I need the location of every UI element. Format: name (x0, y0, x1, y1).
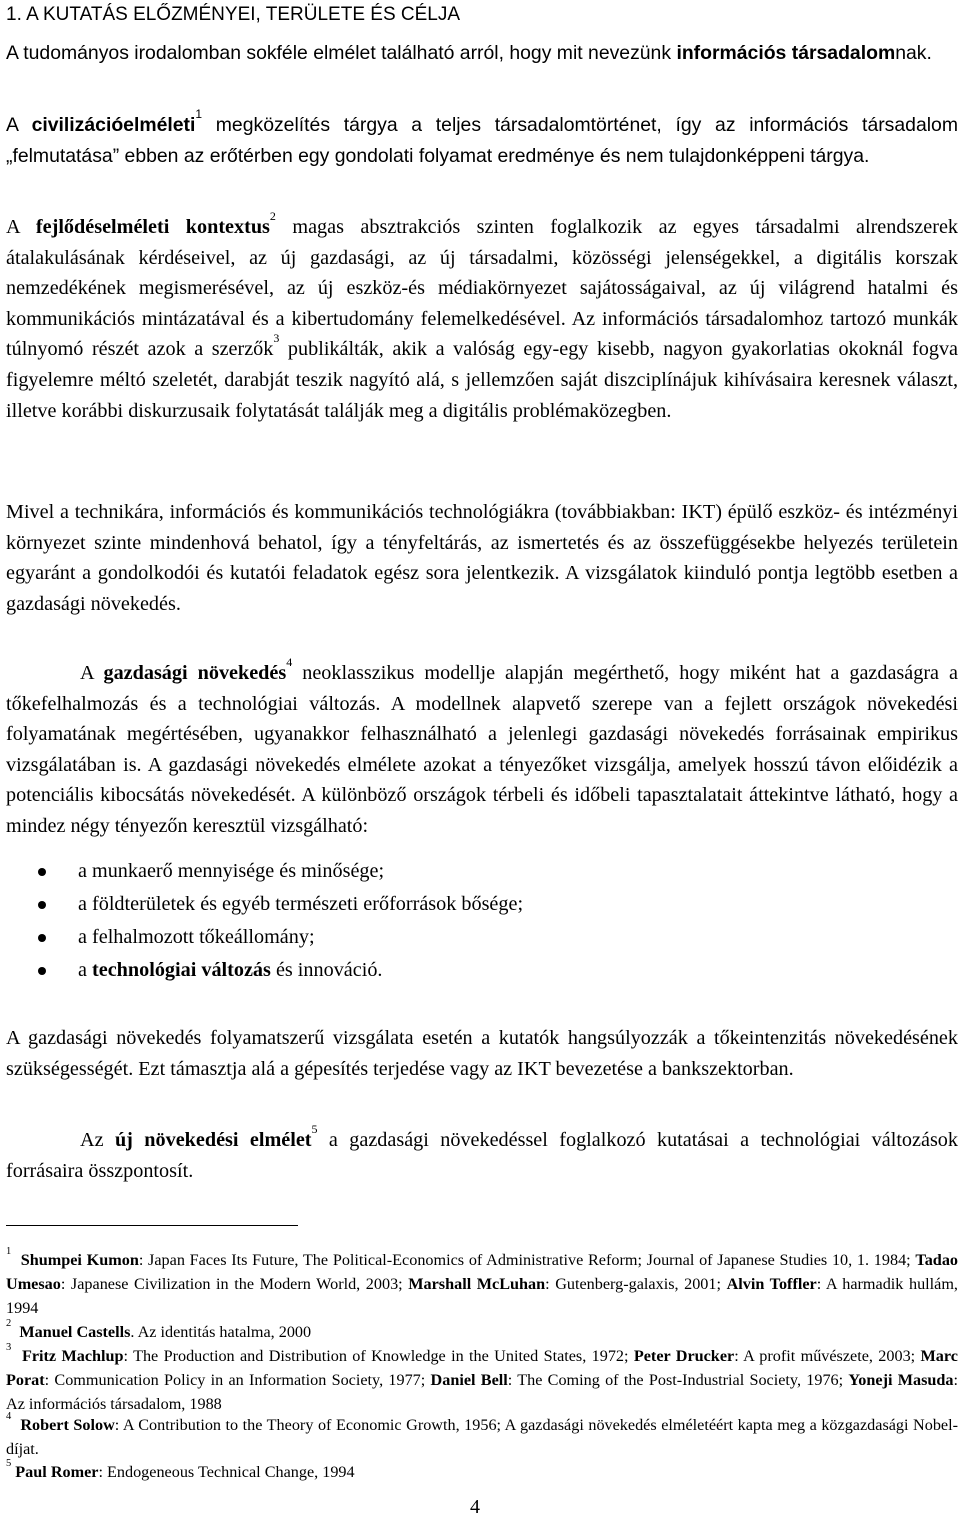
footnote-divider (6, 1225, 298, 1226)
footnote-2 (6, 1320, 958, 1344)
footnote-number: 4 (6, 1411, 12, 1422)
author-name: Alvin Toffler (726, 1275, 817, 1293)
list-item (6, 954, 523, 987)
text-run: neoklasszikus modellje alapján megérthető, hogy miként hat a gazdaságra a tőkefelhalmozás és a technológiai változás. A modellnek alapvető szerepe van a fejlett országok növekedési folyamatának megértésében, ugyanakkor felhasználható a jelenlegi gazdasági növekedés forrásainak empirikus vizsgálatában is. A gazdasági növekedés elmélete azokat a tényezőket vizsgálja, amelyek hosszú távon előidézik a potenciális kibocsátás növekedését. A különböző országok térbeli és időbeli tapasztalatait áttekintve látható, hogy a mindez négy tényezőn keresztül vizsgálható: (6, 662, 958, 837)
text-run: A tudományos irodalomban sokféle elmélet található arról, hogy mit nevezünk (6, 42, 677, 64)
bold-term: gazdasági növekedés (103, 662, 287, 684)
list-item-text: a földterületek és egyéb természeti erőforrások bősége; (78, 893, 524, 915)
text-run: a gazdasági növekedéssel foglalkozó kutatásai a technológiai változások forrásaira összpontosít. (6, 1129, 958, 1182)
author-name: Fritz Machlup (21, 1347, 124, 1365)
footnote-number: 2 (6, 1318, 12, 1329)
bold-term: új növekedési elmélet (114, 1129, 312, 1151)
paragraph-economic-growth (6, 655, 958, 842)
paragraph-intro (6, 38, 958, 69)
list-item (6, 888, 523, 921)
text-run: nak. (895, 42, 932, 64)
paragraph-capital-intensity: A gazdasági növekedés folyamatszerű vizsgálata esetén a kutatók hangsúlyozzák a tőkeintenzitás növekedésének szükségességét. Ezt támasztja alá a gépesítés terjedése vagy az IKT bevezetése a bankszektorban. (6, 1027, 958, 1080)
bold-term: fejlődéselméleti kontextus (35, 216, 270, 238)
footnote-ref: 1 (195, 107, 203, 121)
bullet-icon (38, 967, 46, 975)
author-name: Yoneji Masuda (848, 1371, 954, 1389)
author-name: Shumpei Kumon (20, 1251, 139, 1269)
footnote-text: : A profit művészete, 2003; (734, 1347, 921, 1365)
bold-term: technológiai változás (92, 959, 271, 981)
author-name: Peter Drucker (633, 1347, 735, 1365)
growth-factors-list (6, 855, 523, 987)
footnote-1 (6, 1248, 958, 1320)
footnote-ref: 4 (286, 655, 293, 669)
author-name: Marshall McLuhan (408, 1275, 546, 1293)
paragraph-development (6, 209, 958, 426)
footnote-text: : The Coming of the Post-Industrial Society, 1976; (507, 1371, 849, 1389)
footnote-text: : The Production and Distribution of Knowledge in the United States, 1972; (123, 1347, 634, 1365)
footnote-ref: 3 (273, 331, 280, 346)
bullet-icon (38, 868, 46, 876)
list-item-text: a felhalmozott tőkeállomány; (78, 926, 315, 948)
text-run: A (6, 216, 36, 238)
text-run: megközelítés tárgya a teljes társadalomtörténet, így az információs társadalom „felmutatása” ebben az erőtérben egy gondolati folyamat eredménye és nem tulajdonképpeni tárgya. (6, 114, 958, 167)
list-item (6, 921, 523, 954)
footnote-text: : Az információs társadalom, 1988 (6, 1371, 959, 1413)
author-name: Paul Romer (15, 1463, 99, 1481)
footnote-text: : Endogeneous Technical Change, 1994 (98, 1463, 355, 1481)
footnote-5 (6, 1460, 958, 1484)
text-run: publikálták, akik a valóság egy-egy kisebb, nagyon gyakorlatias okoknál fogva figyelemre méltó szeletét, darabját teszik nagyító alá, s jellemzően saját diszciplínájuk kihívásaira keresnek választ, illetve korábbi diskurzusaik folytatását találják meg a digitális problémaközegben. (6, 338, 958, 422)
text-run: Az (80, 1129, 115, 1151)
footnote-ref: 5 (311, 1122, 318, 1136)
footnote-text: : Communication Policy in an Information Society, 1977; (44, 1371, 431, 1389)
footnote-number: 1 (6, 1246, 12, 1257)
list-item-text: a munkaerő mennyisége és minősége; (78, 860, 385, 882)
bold-term: információs társadalom (676, 42, 896, 64)
page-number: 4 (470, 1496, 480, 1518)
paragraph-new-growth-theory (6, 1122, 958, 1186)
text-run: A (6, 114, 32, 136)
footnote-text: : A harmadik hullám, 1994 (6, 1275, 958, 1317)
author-name: Robert Solow (20, 1416, 115, 1434)
footnote-text: : Gutenberg-galaxis, 2001; (545, 1275, 727, 1293)
list-item-text: a (78, 959, 93, 981)
section-heading: 1. A KUTATÁS ELŐZMÉNYEI, TERÜLETE ÉS CÉLJA (6, 4, 461, 25)
footnote-text: : Japanese Civilization in the Modern World, 2003; (60, 1275, 409, 1293)
bold-term: civilizációelméleti (31, 114, 196, 136)
text-run: magas absztrakciós szinten foglalkozik az egyes társadalmi alrendszerek átalakulásának kérdéseivel, az új gazdasági, az új társadalmi, közösségi jelenségekkel, a digitális korszak nemzedékének megismerésével, az új eszköz-és médiakörnyezet sajátosságaival, az új világrend hatalmi és kommunikációs mintázatával és a kibertudomány felemelkedésével. Az információs társadalomhoz tartozó munkák túlnyomó részét azok a szerzők (6, 216, 958, 361)
list-item (6, 855, 523, 888)
footnote-text: . Az identitás hatalma, 2000 (130, 1323, 312, 1341)
author-name: Tadao Umesao (6, 1251, 959, 1293)
bullet-icon (38, 934, 46, 942)
footnote-ref: 2 (269, 209, 276, 223)
footnote-number: 5 (6, 1458, 12, 1469)
footnote-text: : Japan Faces Its Future, The Political-Economics of Administrative Reform; Journal of Japanese Studies 10, 1. 1984; (138, 1251, 916, 1269)
paragraph-civilization (6, 107, 958, 171)
author-name: Marc Porat (6, 1347, 958, 1389)
footnote-number: 3 (6, 1342, 12, 1353)
paragraph-technology: Mivel a technikára, információs és kommunikációs technológiákra (továbbiakban: IKT) épülő eszköz- és intézményi környezet szinte mindenhová behatol, így a tényfeltárás, az ismertetés és az összefüggésekbe helyezés területein egyaránt a gondolkodói és kutatói feladatok egész sora jelentkezik. A vizsgálatok kiinduló pontja legtöbb esetben a gazdasági növekedés. (6, 501, 958, 615)
author-name: Manuel Castells (19, 1323, 131, 1341)
text-run: A (80, 662, 104, 684)
list-item-text: és innováció. (270, 959, 383, 981)
footnote-text: : A Contribution to the Theory of Economic Growth, 1956; A gazdasági növekedés elméletéért kapta meg a közgazdasági Nobel-díjat. (6, 1416, 959, 1458)
author-name: Daniel Bell (430, 1371, 508, 1389)
footnote-4 (6, 1413, 958, 1461)
footnote-3 (6, 1344, 958, 1416)
bullet-icon (38, 901, 46, 909)
